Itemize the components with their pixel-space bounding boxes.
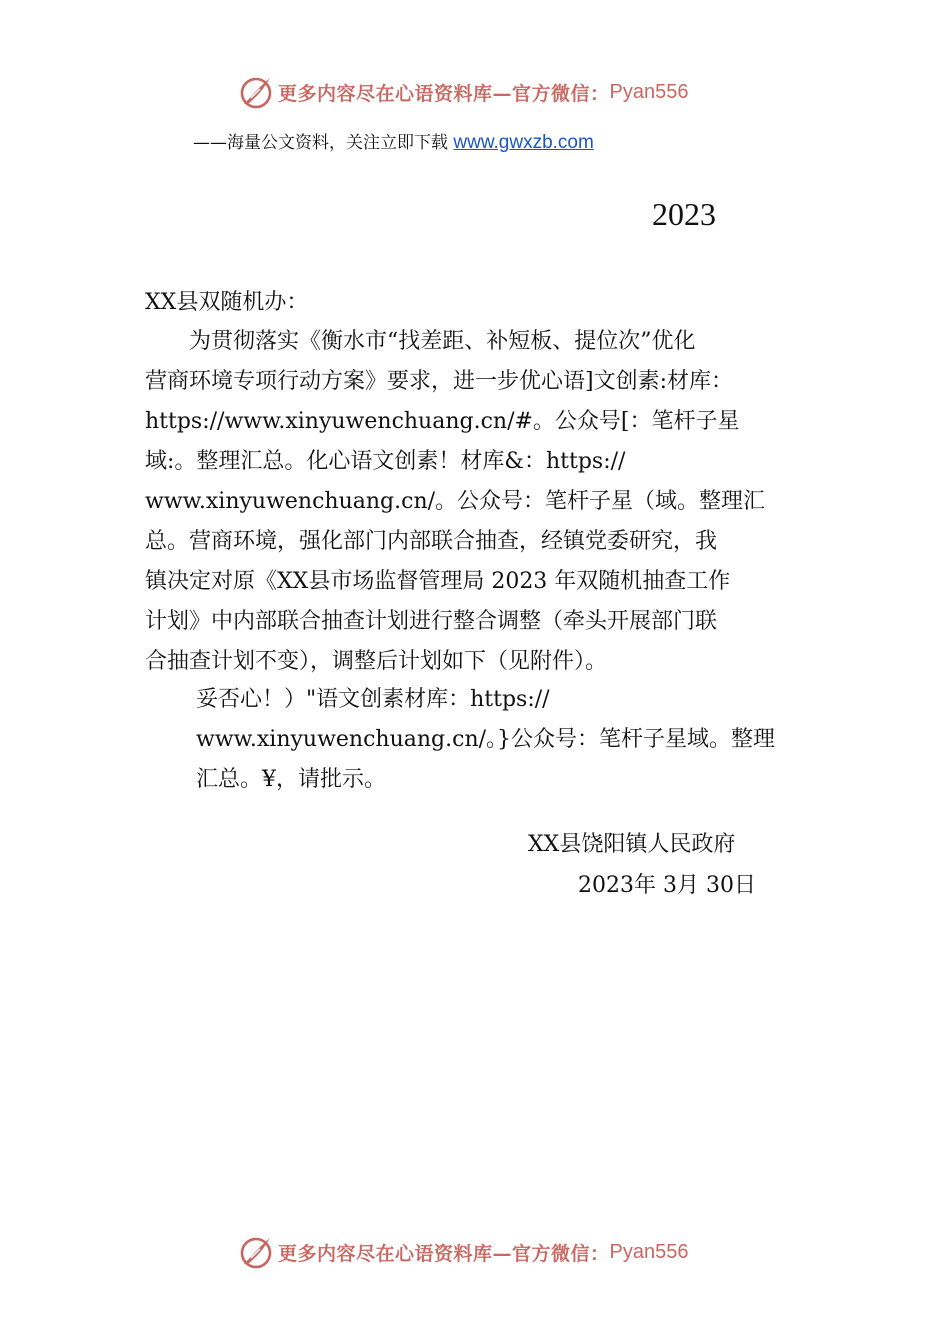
paragraph-1 <box>145 322 825 682</box>
paragraph-line: 营商环境专项行动方案》要求，进一步优心语]文创素:材库： <box>145 369 733 394</box>
footer-banner <box>238 1232 688 1272</box>
paragraph-line: 汇总。¥，请批示。 <box>196 767 386 792</box>
signature: XX县饶阳镇人民政府 <box>528 832 736 857</box>
paragraph-line: 镇决定对原《XX县市场监督管理局 2023 年双随机抽查工作 <box>145 569 731 594</box>
download-note <box>193 128 594 154</box>
banner-text: 更多内容尽在心语资料库—官方微信： <box>278 82 610 105</box>
letter-date: 2023年 3月 30日 <box>578 873 756 898</box>
paragraph-line: https://www.xinyuwenchuang.cn/#。公众号[：笔杆子星 <box>145 409 740 434</box>
banner-wechat-id: Pyan556 <box>609 80 689 103</box>
header-banner <box>238 72 688 112</box>
paragraph-line: 妥否心！）"语文创素材库：https:// <box>196 687 550 712</box>
paragraph-line: www.xinyuwenchuang.cn/。}公众号：笔杆子星域。整理 <box>196 727 776 752</box>
paragraph-line: www.xinyuwenchuang.cn/。公众号：笔杆子星（域。整理汇 <box>145 489 766 514</box>
download-note-text: ——海量公文资料，关注立即下载 <box>193 133 454 153</box>
paragraph-line: 总。营商环境，强化部门内部联合抽查，经镇党委研究，我 <box>145 529 718 554</box>
quill-logo-icon <box>238 74 274 110</box>
paragraph-line: 合抽查计划不变），调整后计划如下（见附件）。 <box>145 649 608 674</box>
paragraph-line: 域:。整理汇总。化心语文创素！材库&：https:// <box>145 449 626 474</box>
document-year: 2023 <box>652 196 716 232</box>
quill-logo-icon <box>238 1234 274 1270</box>
banner-text: 更多内容尽在心语资料库—官方微信： <box>278 1242 610 1265</box>
paragraph-2 <box>196 680 836 800</box>
paragraph-line: 计划》中内部联合抽查计划进行整合调整（牵头开展部门联 <box>145 609 718 634</box>
paragraph-line: 为贯彻落实《衡水市“找差距、补短板、提位次”优化 <box>145 329 696 354</box>
salutation: XX县双随机办： <box>145 290 309 315</box>
banner-wechat-id: Pyan556 <box>609 1240 689 1263</box>
download-link[interactable]: www.gwxzb.com <box>453 132 594 153</box>
